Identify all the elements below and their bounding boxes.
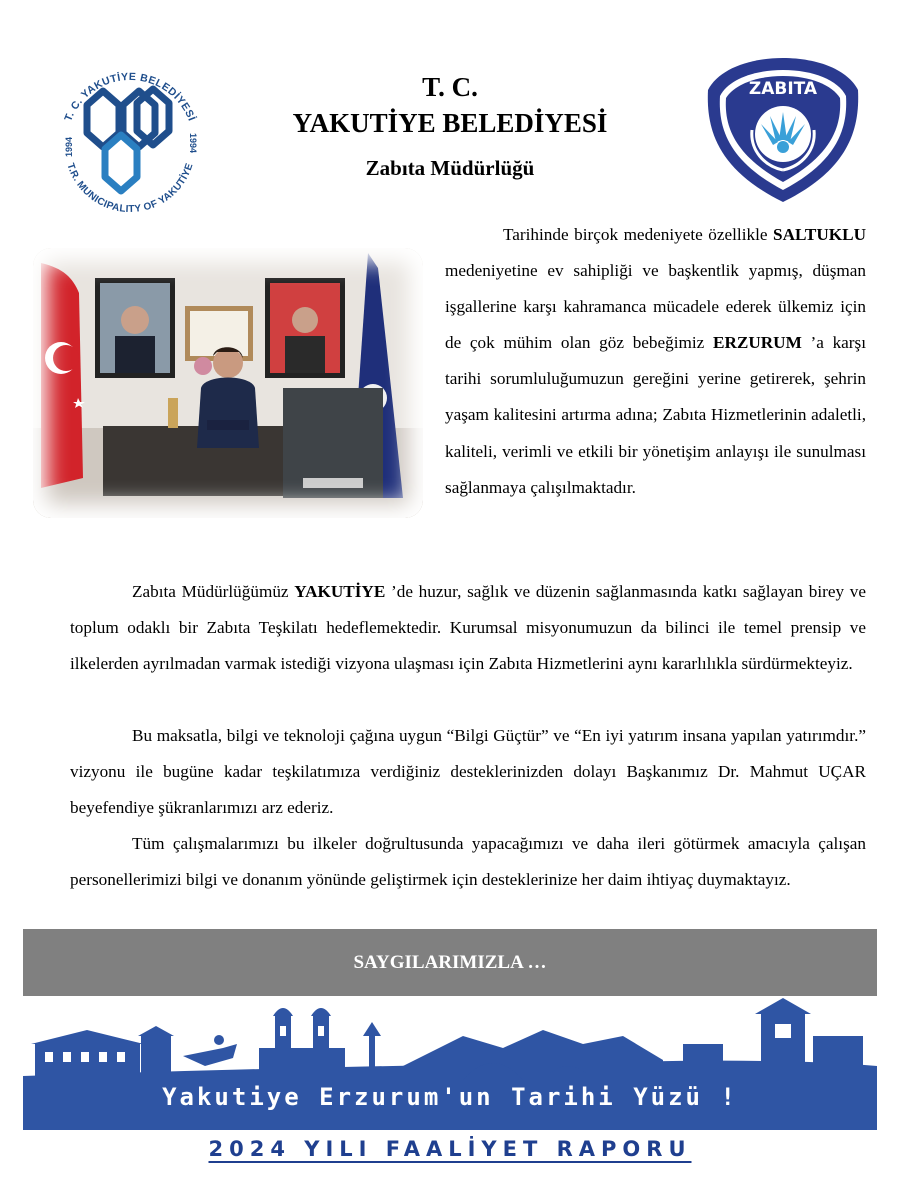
paragraph-closing: Tüm çalışmalarımızı bu ilkeler doğrultusunda yapacağımızı ve daha ileri götürmek amacıyla çalışan personellerimizi bilgi ve donanım yönünde geliştirmek için desteklerinize her daim ihtiyaç duymaktayız. bbox=[70, 834, 866, 890]
logo-top-text: T. C. YAKUTİYE BELEDİYESİ bbox=[62, 70, 198, 123]
logo-year-right: 1994 bbox=[188, 132, 198, 154]
logo-year-left: 1994 bbox=[64, 136, 74, 158]
report-title: 2024 YILI FAALİYET RAPORU bbox=[208, 1137, 692, 1161]
yakutiye-municipality-logo bbox=[45, 55, 215, 225]
report-footer bbox=[0, 1137, 900, 1161]
paragraph-mission: Zabıta Müdürlüğümüz YAKUTİYE ’de huzur, sağlık ve düzenin sağlanmasında katkı sağlayan birey ve toplum odaklı bir Zabıta Teşkilatı hedeflemektedir. Kurumsal misyonumuzun da bilinci ile temel prensip ve ilkelerden ayrılmadan varmak istediği vizyona ulaşması için Zabıta Hizmetlerini aynı kararlılıkla sürdürmekteyiz. bbox=[70, 582, 866, 674]
emphasis-yakutiye: YAKUTİYE bbox=[294, 582, 386, 601]
logo-bottom-text: T.R. MUNICIPALITY OF YAKUTİYE bbox=[64, 161, 196, 216]
paragraph-intro: Tarihinde birçok medeniyete özellikle SALTUKLU medeniyetine ev sahipliği ve başkentlik yapmış, düşman işgallerine karşı kahramanca mücadele ederek ülkemiz için de çok mühim olan göz bebeğimiz ERZURUM ’a karşı tarihi sorumluluğumuzun gereğini yerine getirerek, şehrin yaşam kalitesini artırma adına; Zabıta Hizmetlerinin adaletli, kaliteli, verimli ve etkili bir yönetişim anlayışı ile sunulması sağlanmaya çalışılmaktadır. bbox=[445, 225, 866, 497]
emphasis-erzurum: ERZURUM bbox=[713, 333, 802, 353]
paragraph-vision: Bu maksatla, bilgi ve teknoloji çağına uygun “Bilgi Güçtür” ve “En iyi yatırım insana yapılan yatırımdır.” vizyonu ile bugüne kadar teşkilatımıza verdiğiniz desteklerinizden dolayı Başkanımız Dr. Mahmut UÇAR beyefendiye şükranlarımızı arz ederiz. bbox=[70, 726, 866, 818]
banner-slogan: Yakutiye Erzurum'un Tarihi Yüzü ! bbox=[162, 1083, 738, 1111]
emphasis-saltuklu: SALTUKLU bbox=[773, 225, 866, 244]
badge-text: ZABITA bbox=[748, 79, 818, 99]
zabita-badge-logo bbox=[698, 50, 868, 210]
header-municipality: YAKUTİYE BELEDİYESİ bbox=[292, 108, 608, 138]
header-department: Zabıta Müdürlüğü bbox=[365, 156, 535, 180]
greeting-bar: SAYGILARIMIZLA … bbox=[23, 929, 877, 996]
officer-office-photo bbox=[33, 248, 423, 518]
svg-text:T.R. MUNICIPALITY OF YAKUTİYE bbox=[64, 162, 195, 215]
header-tc: T. C. bbox=[422, 72, 478, 102]
